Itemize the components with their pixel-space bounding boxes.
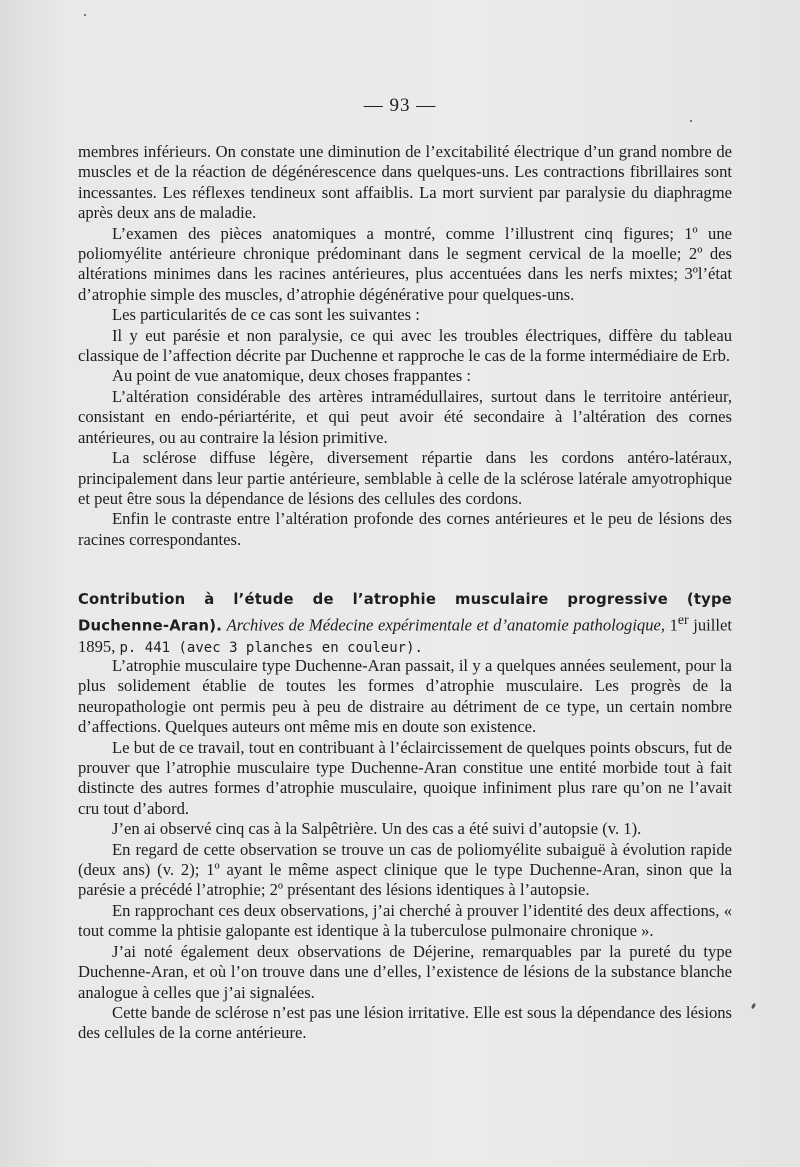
reference-journal: Archives de Médecine expérimentale et d’anatomie pathologique, bbox=[226, 615, 666, 635]
paragraph: L’examen des pièces anatomiques a montré, comme l’illustrent cinq figures; 1º une poliomyélite antérieure chronique prédominant dans le segment cervical de la moelle; 2º des altérations minimes dans les racines antérieures, plus accentuées dans les nerfs mixtes; 3ºl’état d’atrophie simple des muscles, d’atrophie dégénérative pour quelques-uns. bbox=[78, 223, 732, 304]
page-number: — 93 — bbox=[363, 95, 437, 116]
bibliographic-reference bbox=[78, 589, 732, 659]
scan-speck bbox=[690, 120, 692, 122]
reference-paragraph bbox=[78, 589, 732, 659]
paragraph: L’altération considérable des artères intramédullaires, surtout dans le territoire antérieur, consistant en endo-périartérite, et qui peut avoir été secondaire à l’altération des cornes antérieures, ou au contraire la lésion primitive. bbox=[78, 386, 732, 447]
paragraph: Enfin le contraste entre l’altération profonde des cornes antérieures et le peu de lésions des racines correspondantes. bbox=[78, 509, 732, 549]
text-section-1 bbox=[78, 142, 732, 550]
paragraph: Cette bande de sclérose n’est pas une lésion irritative. Elle est sous la dépendance des lésions des cellules de la corne antérieure. bbox=[78, 1002, 732, 1043]
reference-pages: p. 441 (avec 3 planches en couleur). bbox=[119, 640, 423, 657]
reference-title: Contribution à l’étude de l’atrophie musculaire progressive (type Duchenne-Aran). bbox=[78, 591, 732, 635]
reference-date-suffix: juillet 1895, bbox=[78, 615, 732, 657]
paragraph: En regard de cette observation se trouve un cas de poliomyélite subaiguë à évolution rapide (deux ans) (v. 2); 1º ayant le même aspect clinique que le type Duchenne-Aran, sinon que la parésie a précédé l’atrophie; 2º présentant des lésions identiques à l’autopsie. bbox=[78, 839, 732, 900]
paragraph: J’en ai observé cinq cas à la Salpêtrière. Un des cas a été suivi d’autopsie (v. 1). bbox=[112, 819, 642, 839]
paragraph: J’ai noté également deux observations de Déjerine, remarquables par la pureté du type Duchenne-Aran, et où l’on trouve dans une d’elles, l’existence de lésions de la substance blanche analogue à celles que j’ai signalées. bbox=[78, 941, 732, 1002]
reference-date-prefix: 1 bbox=[665, 615, 678, 635]
paragraph: Le but de ce travail, tout en contribuant à l’éclaircissement de quelques points obscurs, fut de prouver que l’atrophie musculaire type Duchenne-Aran constitue une entité morbide tout à fait distincte des autres formes d’atrophie musculaire, quoique infiniment plus rare qu’on ne l’avait cru tout d’abord. bbox=[78, 737, 732, 818]
paragraph: membres inférieurs. On constate une diminution de l’excitabilité électrique d’un grand nombre de muscles et de la réaction de dégénérescence dans quelques-uns. Les contractions fibrillaires sont incessantes. Les réflexes tendineux sont affaiblis. La mort survient par paralysie du diaphragme après deux ans de maladie. bbox=[78, 142, 732, 223]
paragraph: Il y eut parésie et non paralysie, ce qui avec les troubles électriques, diffère du tableau classique de l’affection décrite par Duchenne et rapproche le cas de la forme intermédiaire de Erb. bbox=[78, 325, 732, 366]
paragraph: La sclérose diffuse légère, diversement répartie dans les cordons antéro-latéraux, principalement dans leur partie antérieure, semblable à celle de la sclérose latérale amyotrophique et peut être sous la dépendance de lésions des cellules des cordons. bbox=[78, 448, 732, 508]
paragraph: Les particularités de ce cas sont les suivantes : bbox=[112, 305, 420, 325]
text-section-2 bbox=[78, 656, 732, 1044]
scan-speck bbox=[751, 1003, 757, 1010]
paragraph: L’atrophie musculaire type Duchenne-Aran passait, il y a quelques années seulement, pour la plus solidement établie de toutes les formes d’atrophie musculaire. Les progrès de la neuropathologie ont permis peu à peu de distraire au détriment de ce type, un certain nombre d’affections. Quelques auteurs ont même mis en doute son existence. bbox=[78, 656, 732, 737]
paragraph: Au point de vue anatomique, deux choses frappantes : bbox=[112, 366, 471, 386]
reference-date-sup: er bbox=[677, 612, 689, 628]
scan-speck bbox=[84, 14, 86, 16]
paragraph: En rapprochant ces deux observations, j’ai cherché à prouver l’identité des deux affections, « tout comme la phtisie galopante est identique à la tuberculose pulmonaire chronique ». bbox=[78, 900, 732, 941]
